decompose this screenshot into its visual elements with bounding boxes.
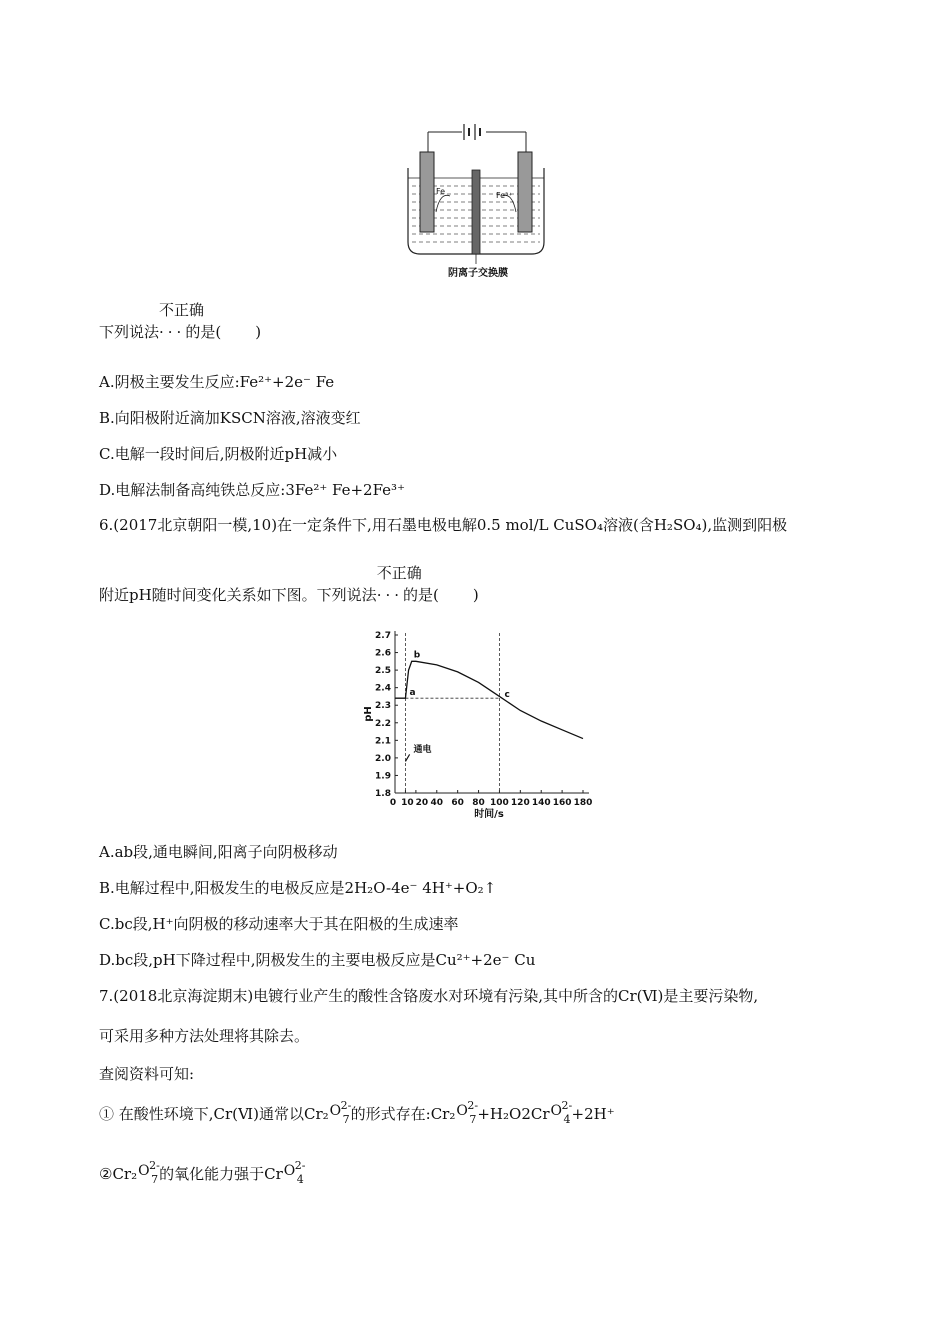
q5-option-d: D.电解法制备高纯铁总反应:3Fe²⁺ Fe+2Fe³⁺ [99,481,405,499]
y-tick-label: 2.7 [375,631,391,641]
y-tick-label: 2.5 [375,666,391,677]
q5-option-b: B.向阳极附近滴加KSCN溶液,溶液变红 [99,409,361,427]
y-tick-label: 2.2 [375,718,391,729]
y-tick-label: 2.4 [375,683,391,694]
q5-option-a: A.阴极主要发生反应:Fe²⁺+2e⁻ Fe [99,373,335,391]
y-tick-label: 1.8 [375,789,391,799]
q6-stem-line2: 附近pH随时间变化关系如下图。下列说法 不正确 ···的是( ) [99,564,479,604]
q6-option-c: C.bc段,H⁺向阴极的移动速率大于其在阳极的生成速率 [99,915,459,933]
x-tick-label: 10 [401,798,414,808]
x-tick-label: 140 [531,798,551,808]
y-tick-label: 2.6 [375,648,391,659]
ph-time-chart [355,625,600,820]
emphasis-word: 不正确 ··· [376,564,422,604]
x-tick-label: 160 [552,798,572,808]
q7-stem-line3: 查阅资料可知: [99,1065,195,1083]
y-axis-label: pH [363,706,374,722]
q6-option-b: B.电解过程中,阳极发生的电极反应是2H₂O-4e⁻ 4H⁺+O₂↑ [99,879,497,897]
q5-stem: 下列说法 不正确 ···的是( ) [99,301,262,341]
q7-stem-line1: 7.(2018北京海淀期末)电镀行业产生的酸性含铬废水对环境有污染,其中所含的Cr(Ⅵ)是主要污染物, [99,987,759,1005]
annotation-label: c [504,690,510,701]
chromate-ion: O 2 4 - [550,1099,573,1126]
q6-stem-line1: 6.(2017北京朝阳一模,10)在一定条件下,用石墨电极电解0.5 mol/L CuSO₄溶液(含H₂SO₄),监测到阳极 [99,516,788,534]
x-tick-label: 120 [510,798,530,808]
annotation-label: 通电 [413,744,432,755]
svg-text:阴离子交换膜: 阴离子交换膜 [448,268,508,279]
battery-icon [464,124,480,140]
x-tick-label: 60 [451,798,464,808]
annotation-label: b [413,650,421,661]
emphasis-word: 不正确 ··· [159,301,205,341]
x-tick-label: 180 [573,798,593,808]
y-tick-label: 2.3 [375,701,391,712]
y-tick-label: 2.0 [375,753,391,764]
dichromate-ion: O 2 7 - [329,1099,352,1126]
dichromate-ion: O 2 7 - [456,1099,479,1126]
q7-item-2: ②Cr₂ O 2 7 - 的氧化能力强于Cr O 2 4 - [99,1159,306,1186]
y-tick-label: 1.9 [375,771,391,782]
q7-item-1: ① 在酸性环境下,Cr(Ⅵ)通常以Cr₂ O 2 7 - 的形式存在:Cr₂ O 2 7 - +H₂O2Cr O 2 4 - +2H⁺ [99,1099,615,1126]
q5-option-c: C.电解一段时间后,阴极附近pH减小 [99,445,338,463]
q7-stem-line2: 可采用多种方法处理将其除去。 [99,1027,310,1045]
x-tick-label: 0 [389,798,397,808]
q6-option-a: A.ab段,通电瞬间,阳离子向阴极移动 [99,843,338,861]
x-tick-label: 40 [430,798,444,808]
chromate-ion: O 2 4 - [283,1159,306,1186]
q6-option-d: D.bc段,pH下降过程中,阴极发生的主要电极反应是Cu²⁺+2e⁻ Cu [99,951,536,969]
x-axis-label: 时间/s [474,809,504,820]
power-on-mark [405,754,409,761]
x-tick-label: 80 [472,798,485,808]
annotation-label: a [409,688,416,699]
dichromate-ion: O 2 7 - [138,1159,160,1186]
y-tick-label: 2.1 [375,736,391,747]
svg-text:Fe³⁺: Fe³⁺ [496,191,513,200]
x-tick-label: 20 [415,798,429,808]
x-tick-label: 100 [490,798,509,808]
series-line-ph [395,661,583,738]
svg-text:Fe: Fe [436,187,446,196]
electrolysis-cell-diagram [398,120,558,285]
